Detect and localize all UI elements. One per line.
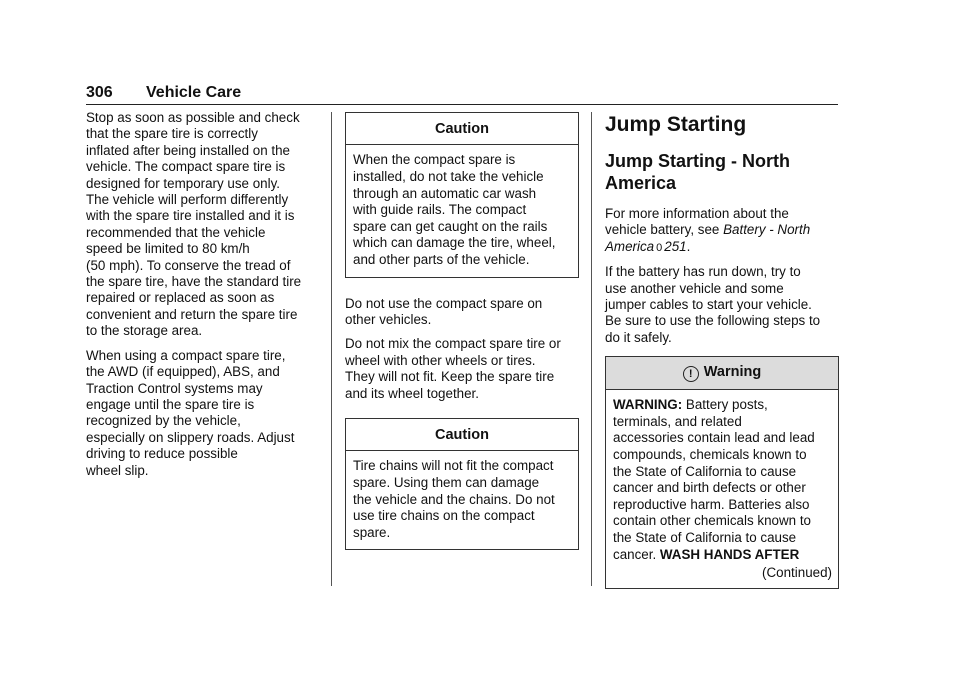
heading-jump-starting-north-america: Jump Starting - North America — [605, 151, 790, 193]
caution-box-tire-chains — [345, 418, 579, 550]
caution-box-car-wash — [345, 112, 579, 278]
column-3 — [605, 110, 839, 589]
paragraph-battery-info — [605, 206, 839, 256]
page-header — [86, 84, 838, 104]
paragraph-do-not-mix: Do not mix the compact spare tire or wheel with other wheels or tires. They will not fit. Keep the spare tire and its wheel together. — [345, 336, 561, 401]
battery-reference-link[interactable]: Battery - North America — [605, 222, 811, 254]
section-title: Vehicle Care — [146, 84, 242, 101]
warning-body — [606, 390, 838, 588]
page-reference-icon: 0 — [656, 241, 663, 254]
caution-body: Tire chains will not fit the compact spare. Using them can damage the vehicle and the chains. Do not use tire chains on the compact spare. — [353, 458, 555, 540]
heading-jump-starting: Jump Starting — [605, 113, 747, 136]
warning-title: Warning — [703, 364, 762, 381]
warning-bold-tail: WASH HANDS AFTER — [659, 546, 800, 562]
warning-label: WARNING: — [613, 397, 683, 413]
warning-header — [606, 357, 838, 390]
caution-title: Caution — [346, 419, 578, 451]
warning-icon: ! — [683, 366, 699, 382]
battery-info-period: . — [686, 238, 691, 254]
continued-label: (Continued) — [762, 565, 832, 581]
column-1 — [86, 110, 326, 487]
warning-text: Battery posts, terminals, and related accessories contain lead and lead compounds, chemicals known to the State of California to cause cancer and birth defects or other reproductive harm. Batteries also contain other chemicals known to the State of California to cause cancer. — [613, 397, 815, 562]
warning-box — [605, 356, 839, 589]
column-2 — [345, 110, 579, 568]
battery-info-text: For more information about the vehicle battery, see — [605, 206, 789, 238]
page-number: 306 — [86, 84, 113, 101]
column-divider-2 — [591, 112, 592, 586]
header-rule — [86, 104, 838, 105]
column-divider-1 — [331, 112, 332, 586]
paragraph-other-vehicles: Do not use the compact spare on other vehicles. — [345, 295, 543, 327]
caution-title: Caution — [346, 113, 578, 145]
warning-text-block — [613, 397, 815, 561]
paragraph-spare-tire-check: Stop as soon as possible and check that the spare tire is correctly inflated after being installed on the vehicle. The compact spare tire is designed for temporary use only. The vehicle will perform differently with the spare tire installed and it is recommended that the vehicle speed be limited to 80 km/h (50 mph). To conserve the tread of the spare tire, have the standard tire repaired or replaced as soon as convenient and return the spare tire to the storage area. — [86, 110, 302, 339]
paragraph-battery-run-down: If the battery has run down, try to use another vehicle and some jumper cables to start your vehicle. Be sure to use the following steps to do it safely. — [605, 264, 821, 345]
paragraph-compact-spare-systems: When using a compact spare tire, the AWD (if equipped), ABS, and Traction Control systems may engage until the spare tire is recognized by the vehicle, especially on slippery roads. Adjust driving to reduce possible wheel slip. — [86, 347, 295, 478]
battery-reference-page[interactable]: 251 — [664, 238, 687, 254]
caution-body: When the compact spare is installed, do not take the vehicle through an automatic car wash with guide rails. The compact spare can get caught on the rails which can damage the tire, wheel, and other parts of the vehicle. — [353, 152, 556, 267]
